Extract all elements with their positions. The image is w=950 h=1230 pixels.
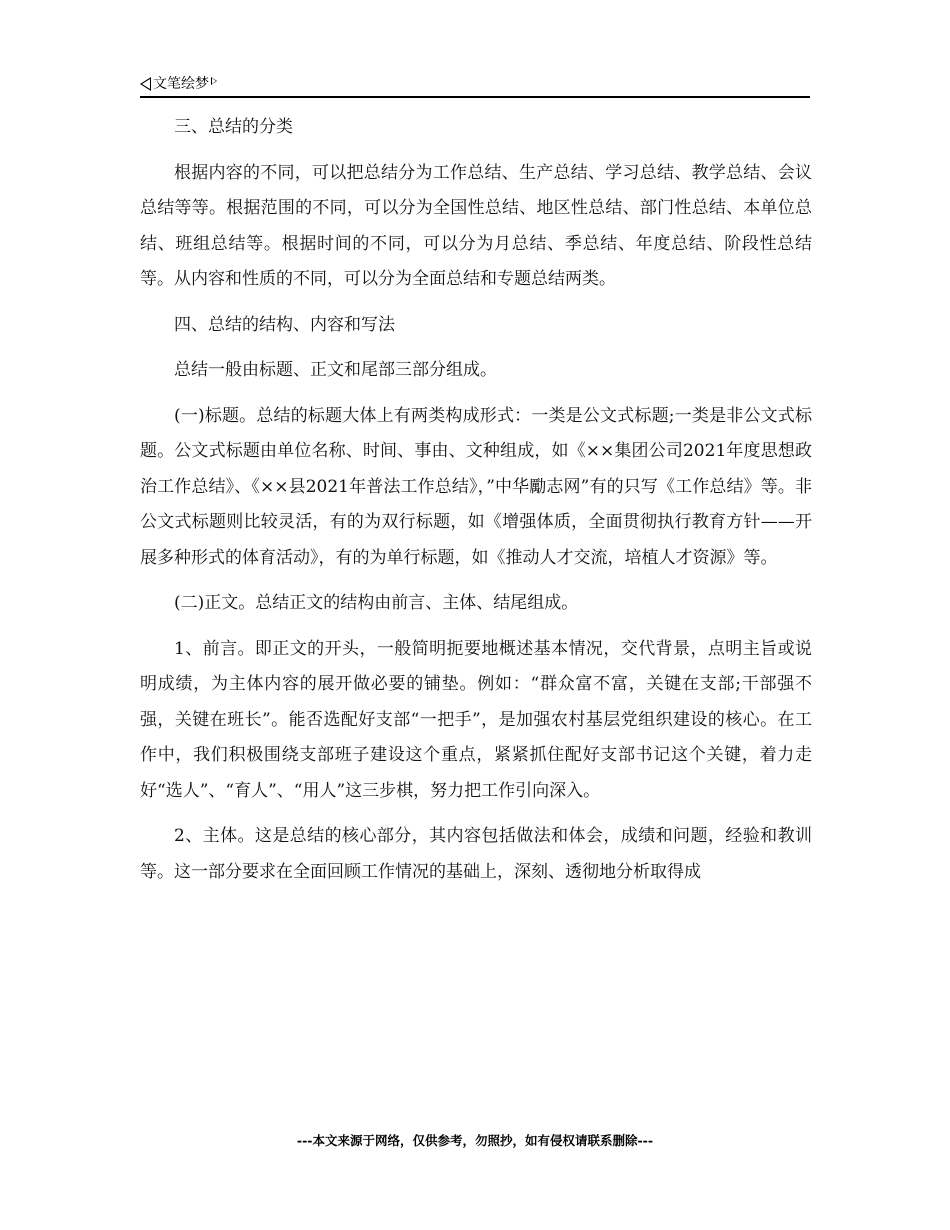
paragraph-preface: 1、前言。即正文的开头，一般简明扼要地概述基本情况，交代背景，点明主旨或说明成绩，为主体内容的展开做必要的铺垫。例如：“群众富不富，关键在支部;干部强不强，关键在班长”。能否选配好支部“一把手”，是加强农村基层党组织建设的核心。在工作中，我们积极围绕支部班子建设这个重点，紧紧抓住配好支部书记这个关键，着力走好“选人”、“育人”、“用人”这三步棋，努力把工作引向深入。 (140, 638, 812, 801)
section-heading-structure: 四、总结的结构、内容和写法 (174, 314, 395, 335)
left-triangle-icon (140, 77, 151, 91)
document-body (140, 110, 812, 900)
brand-name: 文笔绘梦 (153, 76, 209, 92)
paragraph-title: (一)标题。总结的标题大体上有两类构成形式：一类是公文式标题;一类是非公文式标题。公文式标题由单位名称、时间、事由、文种组成，如《××集团公司2021年度思想政治工作总结》、《××县2021年普法工作总结》，”中华勵志网”有的只写《工作总结》等。非公文式标题则比较灵活，有的为双行标题，如《增强体质，全面贯彻执行教育方针——开展多种形式的体育活动》，有的为单行标题，如《推动人才交流，培植人才资源》等。 (140, 405, 812, 568)
header-brand (140, 74, 217, 94)
paragraph-classification: 根据内容的不同，可以把总结分为工作总结、生产总结、学习总结、教学总结、会议总结等等。根据范围的不同，可以分为全国性总结、地区性总结、部门性总结、本单位总结、班组总结等。根据时间的不同，可以分为月总结、季总结、年度总结、阶段性总结等。从内容和性质的不同，可以分为全面总结和专题总结两类。 (140, 162, 812, 289)
right-triangle-icon (211, 77, 217, 85)
page-footer: ---本文来源于网络，仅供参考，勿照抄，如有侵权请联系删除--- (296, 1133, 654, 1148)
paragraph-body-intro: (二)正文。总结正文的结构由前言、主体、结尾组成。 (174, 593, 579, 613)
paragraph-main-body: 2、主体。这是总结的核心部分，其内容包括做法和体会，成绩和问题，经验和教训等。这一部分要求在全面回顾工作情况的基础上，深刻、透彻地分析取得成 (140, 826, 812, 882)
section-heading-classification: 三、总结的分类 (174, 117, 293, 137)
paragraph-composition: 总结一般由标题、正文和尾部三部分组成。 (174, 360, 497, 380)
page-header (140, 74, 810, 98)
